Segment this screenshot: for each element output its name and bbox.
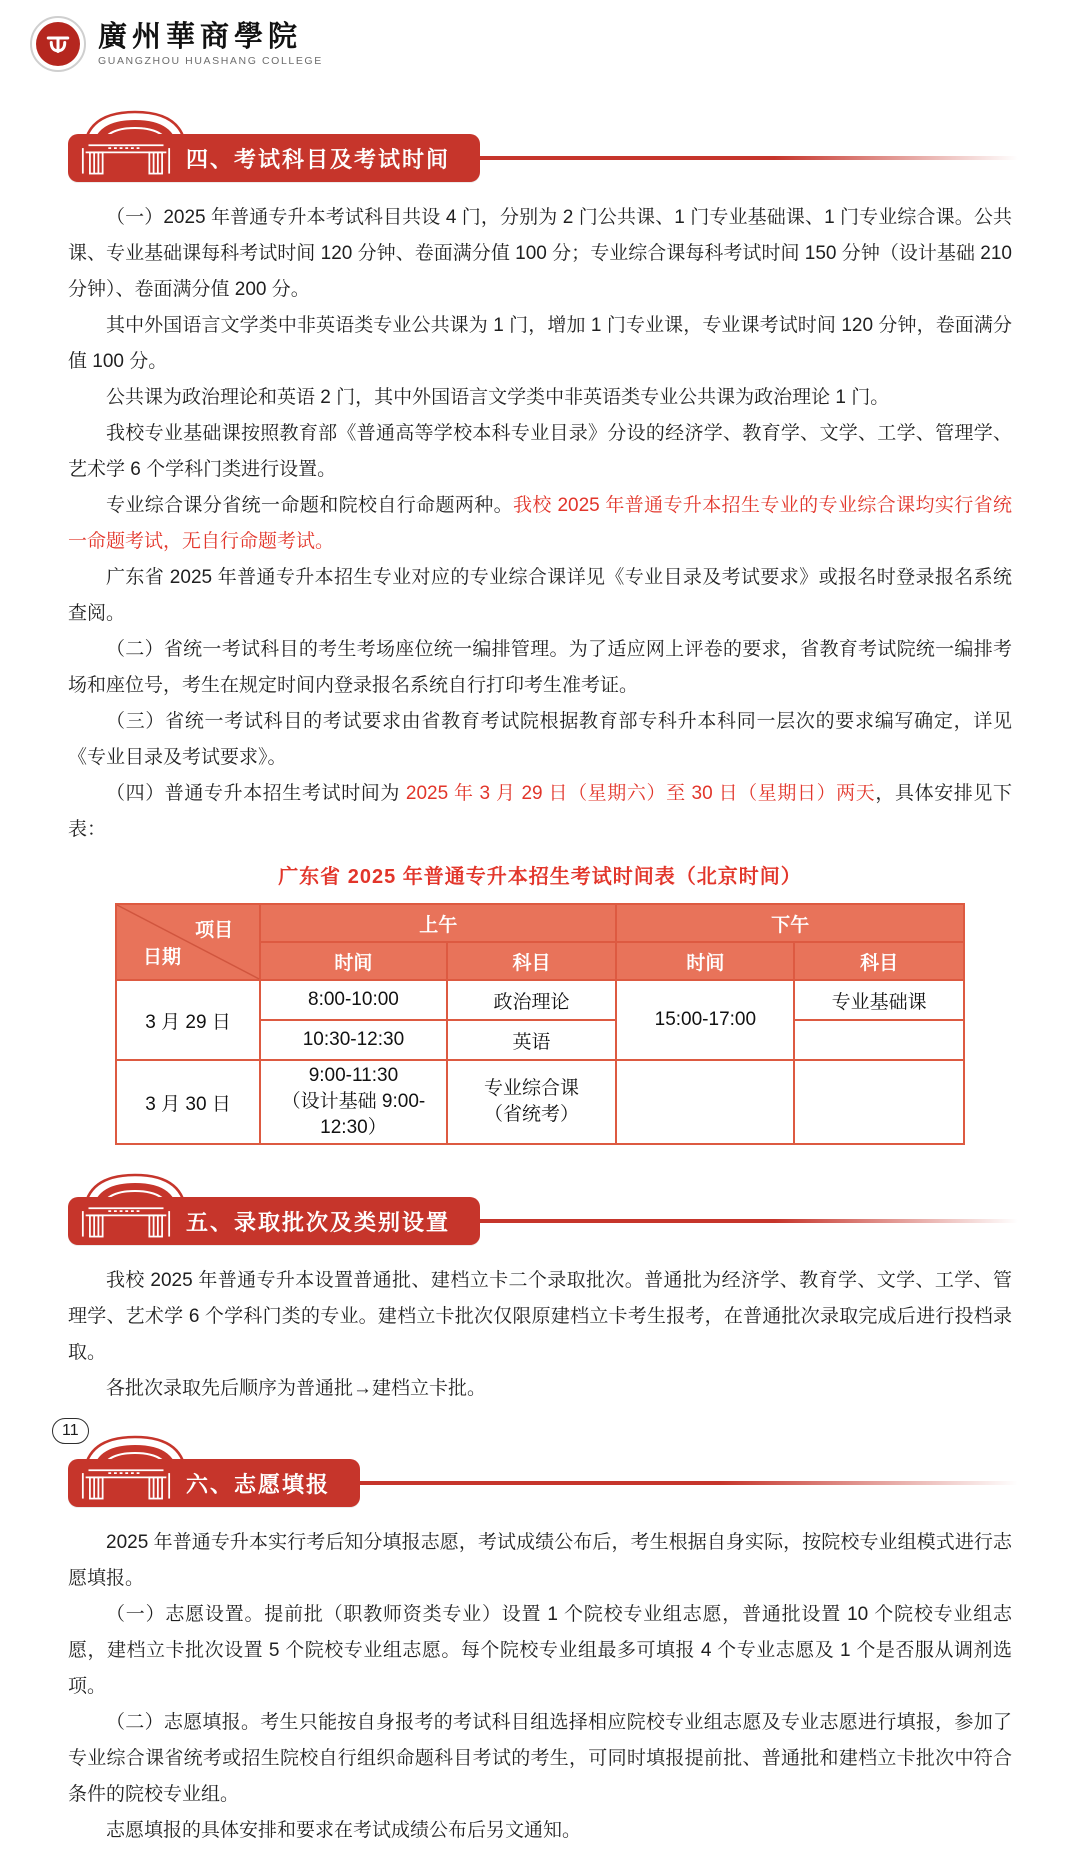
section-banner-pill bbox=[68, 134, 480, 182]
banner-line-decoration bbox=[476, 1219, 1018, 1223]
section-banner-exam bbox=[68, 132, 1018, 184]
table-row bbox=[116, 980, 964, 1020]
paragraph bbox=[68, 380, 1012, 416]
banner-line-decoration bbox=[476, 156, 1018, 160]
cell-pm-subject: 专业基础课 bbox=[794, 980, 964, 1020]
cell-am-time: 10:30-12:30 bbox=[260, 1020, 447, 1060]
time-note: （设计基础 9:00-12:30） bbox=[281, 1091, 426, 1138]
cell-am-subject: 英语 bbox=[447, 1020, 617, 1060]
paragraph-text: （一）2025 年普通专升本考试科目共设 4 门，分别为 2 门公共课、1 门专业基础课、1 门专业综合课。公共课、专业基础课每科考试时间 120 分钟、卷面满分值 100 分；专业综合课每科考试时间 150 分钟（设计基础 210 分钟）、卷面满分值 200 分。 bbox=[68, 207, 1012, 300]
paragraph-text: （一）志愿设置。提前批（职教师资类专业）设置 1 个院校专业组志愿，普通批设置 10 个院校专业组志愿，建档立卡批次设置 5 个院校专业组志愿。每个院校专业组最多可填报 4 个专业志愿及 1 个是否服从调剂选项。 bbox=[68, 1604, 1012, 1697]
paragraph-text: 专业综合课分省统一命题和院校自行命题两种。 bbox=[106, 495, 514, 516]
paragraph bbox=[68, 416, 1012, 488]
section-banner-application bbox=[68, 1457, 1018, 1509]
cell-date: 3 月 29 日 bbox=[116, 980, 260, 1060]
paragraph-text: （三）省统一考试科目的考试要求由省教育考试院根据教育部专科升本科同一层次的要求编写确定，详见《专业目录及考试要求》。 bbox=[68, 711, 1012, 768]
exam-timetable bbox=[115, 903, 965, 1145]
cell-date: 3 月 30 日 bbox=[116, 1060, 260, 1144]
paragraph bbox=[68, 776, 1012, 848]
section-title: 五、录取批次及类别设置 bbox=[186, 1209, 451, 1235]
section-title: 六、志愿填报 bbox=[186, 1471, 331, 1497]
paragraph bbox=[68, 488, 1012, 560]
table-row bbox=[116, 1060, 964, 1144]
paragraph bbox=[68, 308, 1012, 380]
section-banner-pill bbox=[68, 1197, 480, 1245]
section-exam-body bbox=[0, 200, 1080, 848]
time-main: 9:00-11:30 bbox=[308, 1065, 399, 1086]
paragraph-text: 广东省 2025 年普通专升本招生专业对应的专业综合课详见《专业目录及考试要求》或报名时登录报名系统查阅。 bbox=[68, 567, 1012, 624]
cell-am-subject bbox=[447, 1060, 617, 1144]
cell-am-time: 8:00-10:00 bbox=[260, 980, 447, 1020]
timetable-title: 广东省 2025 年普通专升本招生考试时间表（北京时间） bbox=[278, 866, 802, 888]
section-banner-pill bbox=[68, 1459, 360, 1507]
paragraph-text: （二）志愿填报。考生只能按自身报考的考试科目组选择相应院校专业组志愿及专业志愿进行填报，参加了专业综合课省统考或招生院校自行组织命题科目考试的考生，可同时填报提前批、普通批和建档立卡批次中符合条件的院校专业组。 bbox=[68, 1712, 1012, 1805]
section-admission-body bbox=[0, 1263, 1080, 1407]
gate-icon bbox=[80, 138, 172, 178]
paragraph-text: 我校 2025 年普通专升本设置普通批、建档立卡二个录取批次。普通批为经济学、教育学、文学、工学、管理学、艺术学 6 个学科门类的专业。建档立卡批次仅限原建档立卡考生报考，在普通批次录取完成后进行投档录取。 bbox=[68, 1270, 1012, 1363]
cell-pm-time bbox=[616, 1060, 794, 1144]
cell-pm-time: 15:00-17:00 bbox=[616, 980, 794, 1060]
paragraph bbox=[68, 1597, 1012, 1705]
section-banner-admission bbox=[68, 1195, 1018, 1247]
paragraph bbox=[68, 1525, 1012, 1597]
subject-note: （省统考） bbox=[483, 1104, 579, 1125]
subject-main: 专业综合课 bbox=[483, 1078, 579, 1099]
school-name bbox=[98, 21, 323, 67]
banner-line-decoration bbox=[356, 1481, 1018, 1485]
school-name-en: GUANGZHOU HUASHANG COLLEGE bbox=[98, 55, 323, 67]
cell-pm-subject bbox=[794, 1060, 964, 1144]
paragraph-text: 志愿填报的具体安排和要求在考试成绩公布后另文通知。 bbox=[106, 1820, 582, 1841]
school-emblem-icon bbox=[30, 16, 86, 72]
school-logo bbox=[0, 0, 1080, 76]
cell-am-time bbox=[260, 1060, 447, 1144]
paragraph-text: 我校专业基础课按照教育部《普通高等学校本科专业目录》分设的经济学、教育学、文学、工学、管理学、艺术学 6 个学科门类进行设置。 bbox=[68, 423, 1012, 480]
school-emblem-glyph bbox=[36, 22, 80, 66]
column-header-time: 时间 bbox=[616, 942, 794, 980]
column-header-afternoon: 下午 bbox=[616, 904, 964, 942]
paragraph bbox=[68, 704, 1012, 776]
paragraph bbox=[68, 1371, 1012, 1407]
paragraph-text: 2025 年普通专升本实行考后知分填报志愿，考试成绩公布后，考生根据自身实际，按院校专业组模式进行志愿填报。 bbox=[68, 1532, 1012, 1589]
column-header-subject: 科目 bbox=[447, 942, 617, 980]
paragraph bbox=[68, 1813, 1012, 1849]
gate-icon bbox=[80, 1201, 172, 1241]
paragraph bbox=[68, 560, 1012, 632]
section-title: 四、考试科目及考试时间 bbox=[186, 146, 451, 172]
page-number: 11 bbox=[52, 1418, 89, 1444]
column-header-morning: 上午 bbox=[260, 904, 616, 942]
paragraph-text: 公共课为政治理论和英语 2 门，其中外国语言文学类中非英语类专业公共课为政治理论 1 门。 bbox=[106, 387, 890, 408]
section-application-body bbox=[0, 1525, 1080, 1849]
paragraph-text: （四）普通专升本招生考试时间为 bbox=[106, 783, 406, 804]
corner-label-item: 项目 bbox=[195, 920, 234, 941]
paragraph-text: 各批次录取先后顺序为普通批→建档立卡批。 bbox=[106, 1378, 487, 1399]
paragraph bbox=[68, 1263, 1012, 1371]
diagonal-divider bbox=[117, 905, 259, 979]
paragraph-text: ，具体安排见下表： bbox=[68, 783, 1012, 840]
paragraph bbox=[68, 200, 1012, 308]
column-header-subject: 科目 bbox=[794, 942, 964, 980]
school-name-cn: 廣州華商學院 bbox=[98, 21, 303, 53]
highlighted-text: 我校 2025 年普通专升本招生专业的专业综合课均实行省统一命题考试，无自行命题考试。 bbox=[68, 495, 1012, 552]
paragraph-text: （二）省统一考试科目的考生考场座位统一编排管理。为了适应网上评卷的要求，省教育考试院统一编排考场和座位号，考生在规定时间内登录报名系统自行打印考生准考证。 bbox=[68, 639, 1012, 696]
table-corner-cell bbox=[116, 904, 260, 980]
column-header-time: 时间 bbox=[260, 942, 447, 980]
paragraph-text: 其中外国语言文学类中非英语类专业公共课为 1 门，增加 1 门专业课，专业课考试时间 120 分钟，卷面满分值 100 分。 bbox=[68, 315, 1012, 372]
gate-icon bbox=[80, 1463, 172, 1503]
corner-label-date: 日期 bbox=[143, 947, 182, 968]
highlighted-text: 2025 年 3 月 29 日（星期六）至 30 日（星期日）两天 bbox=[405, 783, 876, 804]
paragraph bbox=[68, 1705, 1012, 1813]
cell-am-subject: 政治理论 bbox=[447, 980, 617, 1020]
cell-pm-subject bbox=[794, 1020, 964, 1060]
paragraph bbox=[68, 632, 1012, 704]
